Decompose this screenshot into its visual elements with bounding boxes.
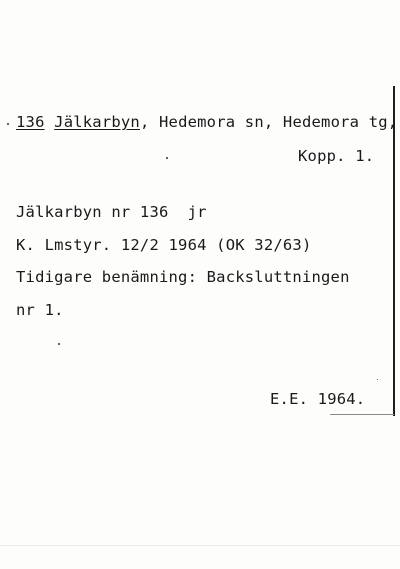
signature-line: E.E. 1964. bbox=[270, 390, 366, 408]
record-line-2: K. Lmstyr. 12/2 1964 (OK 32/63) bbox=[16, 236, 312, 254]
heading-number: 136 bbox=[16, 113, 45, 131]
heading-rest: , Hedemora sn, Hedemora tg, bbox=[139, 113, 398, 131]
card-bottom-edge bbox=[330, 414, 394, 415]
ink-speck bbox=[58, 343, 60, 345]
scan-line bbox=[0, 545, 400, 546]
ink-speck bbox=[7, 123, 9, 125]
record-line-3: Tidigare benämning: Backsluttningen bbox=[16, 268, 350, 286]
ink-speck bbox=[166, 157, 168, 159]
record-line-1: Jälkarbyn nr 136 jr bbox=[16, 203, 207, 221]
card-right-edge bbox=[393, 86, 395, 416]
card-heading bbox=[16, 112, 397, 132]
ink-speck bbox=[377, 379, 378, 380]
kopp-line: Kopp. 1. bbox=[298, 147, 375, 165]
heading-place: Jälkarbyn bbox=[54, 113, 140, 131]
record-line-4: nr 1. bbox=[16, 301, 64, 319]
